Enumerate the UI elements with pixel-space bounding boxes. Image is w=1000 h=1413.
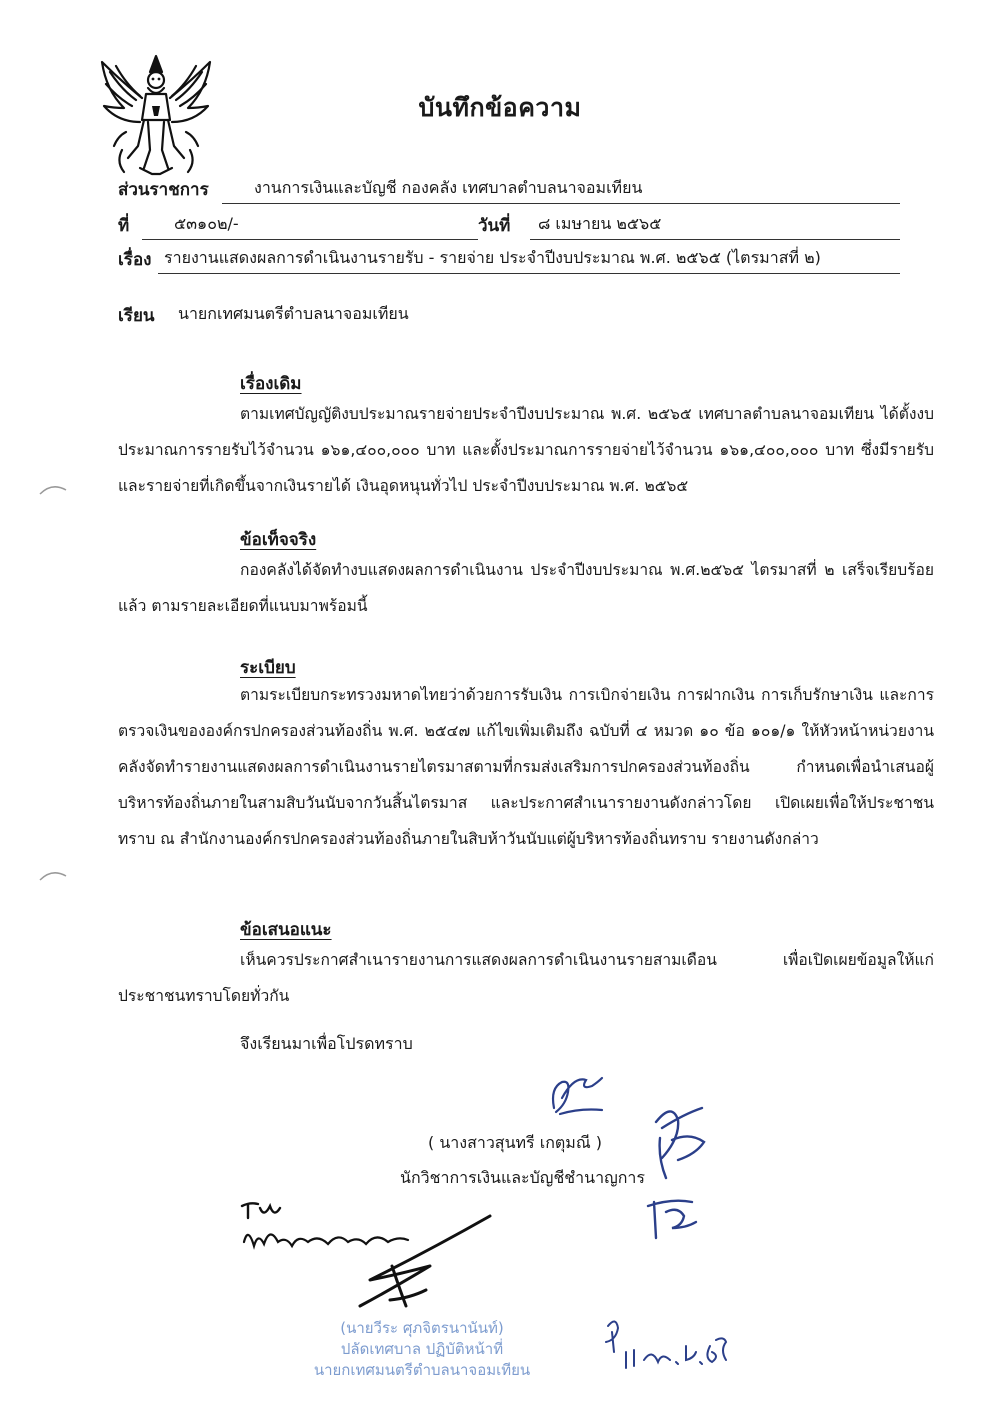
signatory-position: นักวิชาการเงินและบัญชีชำนาญการ (400, 1168, 645, 1187)
signature-icon (540, 1068, 620, 1128)
date-value: ๘ เมษายน ๒๕๖๕ (538, 214, 662, 233)
agency-label: ส่วนราชการ (118, 180, 209, 200)
ref-date-row (118, 212, 900, 244)
agency-value: งานการเงินและบัญชี กองคลัง เทศบาลตำบลนาจอมเทียน (254, 178, 643, 197)
section-body (118, 942, 934, 1014)
to-label: เรียน (118, 306, 155, 326)
punch-hole-mark (38, 868, 68, 882)
subject-row (118, 246, 900, 278)
section-heading: เรื่องเดิม (240, 374, 302, 394)
section-heading: ข้อเสนอแนะ (240, 920, 332, 940)
ref-underline (142, 239, 478, 240)
ref-value: ๕๓๑๐๒/- (174, 214, 239, 233)
section-heading: ข้อเท็จจริง (240, 530, 317, 550)
section-body (118, 677, 934, 857)
ref-label: ที่ (118, 216, 130, 236)
section-body (118, 552, 934, 624)
executive-signature-icon (330, 1210, 500, 1320)
section-heading: ระเบียบ (240, 658, 296, 678)
stamp-line2: ปลัดเทศบาล ปฏิบัติหน้าที่ (340, 1340, 504, 1358)
section-body-text: ตามเทศบัญญัติงบประมาณรายจ่ายประจำปีงบประมาณ พ.ศ. ๒๕๖๕ เทศบาลตำบลนาจอมเทียน ได้ตั้งงบประมาณการรายรับไว้จำนวน ๑๖๑,๔๐๐,๐๐๐ บาท และตั้งประมาณการรายจ่ายไว้จำนวน ๑๖๑,๔๐๐,๐๐๐ บาท ซึ่งมีรายรับและรายจ่ายที่เกิดขึ้นจากเงินรายได้ เงินอุดหนุนทั่วไป ประจำปีงบประมาณ พ.ศ. ๒๕๖๕ (118, 405, 934, 495)
section-body (118, 396, 934, 504)
stamp-line3: นายกเทศมนตรีตำบลนาจอมเทียน (313, 1361, 531, 1379)
to-value: นายกเทศมนตรีตำบลนาจอมเทียน (178, 304, 409, 323)
section-body-text: เห็นควรประกาศสำเนารายงานการแสดงผลการดำเนินงานรายสามเดือน เพื่อเปิดเผยข้อมูลให้แก่ประชาชนทราบโดยทั่วกัน (118, 951, 934, 1005)
agency-row (118, 176, 900, 208)
punch-hole-mark (38, 482, 68, 496)
section-body-text: ตามระเบียบกระทรวงมหาดไทยว่าด้วยการรับเงิน การเบิกจ่ายเงิน การฝากเงิน การเก็บรักษาเงิน และการตรวจเงินขององค์กรปกครองส่วนท้องถิ่น พ.ศ. ๒๕๔๗ แก้ไขเพิ่มเติมถึง ฉบับที่ ๔ หมวด ๑๐ ข้อ ๑๐๑/๑ ให้หัวหน้าหน่วยงานคลังจัดทำรายงานแสดงผลการดำเนินงานรายไตรมาสตามที่กรมส่งเสริมการปกครองส่วนท้องถิ่น กำหนดเพื่อนำเสนอผู้บริหารท้องถิ่นภายในสามสิบวันนับจากวันสิ้นไตรมาส และประกาศสำเนารายงานดังกล่าวโดย เปิดเผยเพื่อให้ประชาชนทราบ ณ สำนักงานองค์กรปกครองส่วนท้องถิ่นภายในสิบห้าวันนับแต่ผู้บริหารท้องถิ่นทราบ รายงานดังกล่าว (118, 686, 934, 848)
memo-title: บันทึกข้อความ (418, 93, 582, 122)
signatory-name: ( นางสาวสุนทรี เกตุมณี ) (428, 1133, 602, 1152)
initials-icon (632, 1098, 722, 1248)
subject-label: เรื่อง (118, 250, 152, 270)
subject-underline (158, 273, 900, 274)
date-underline (530, 239, 900, 240)
section-body-text: กองคลังได้จัดทำงบแสดงผลการดำเนินงาน ประจำปีงบประมาณ พ.ศ.๒๕๖๕ ไตรมาสที่ ๒ เสร็จเรียบร้อยแล้ว ตามรายละเอียดที่แนบมาพร้อมนี้ (118, 561, 934, 615)
closing-line: จึงเรียนมาเพื่อโปรดทราบ (240, 1034, 413, 1053)
stamp-line1: (นายวีระ ศุภจิตรนานันท์) (340, 1319, 504, 1337)
agency-underline (222, 203, 900, 204)
handwritten-date-icon (600, 1312, 730, 1372)
subject-value: รายงานแสดงผลการดำเนินงานรายรับ - รายจ่าย ประจำปีงบประมาณ พ.ศ. ๒๕๖๕ (ไตรมาสที่ ๒) (164, 248, 821, 267)
official-stamp (292, 1318, 552, 1381)
date-label: วันที่ (478, 216, 511, 236)
